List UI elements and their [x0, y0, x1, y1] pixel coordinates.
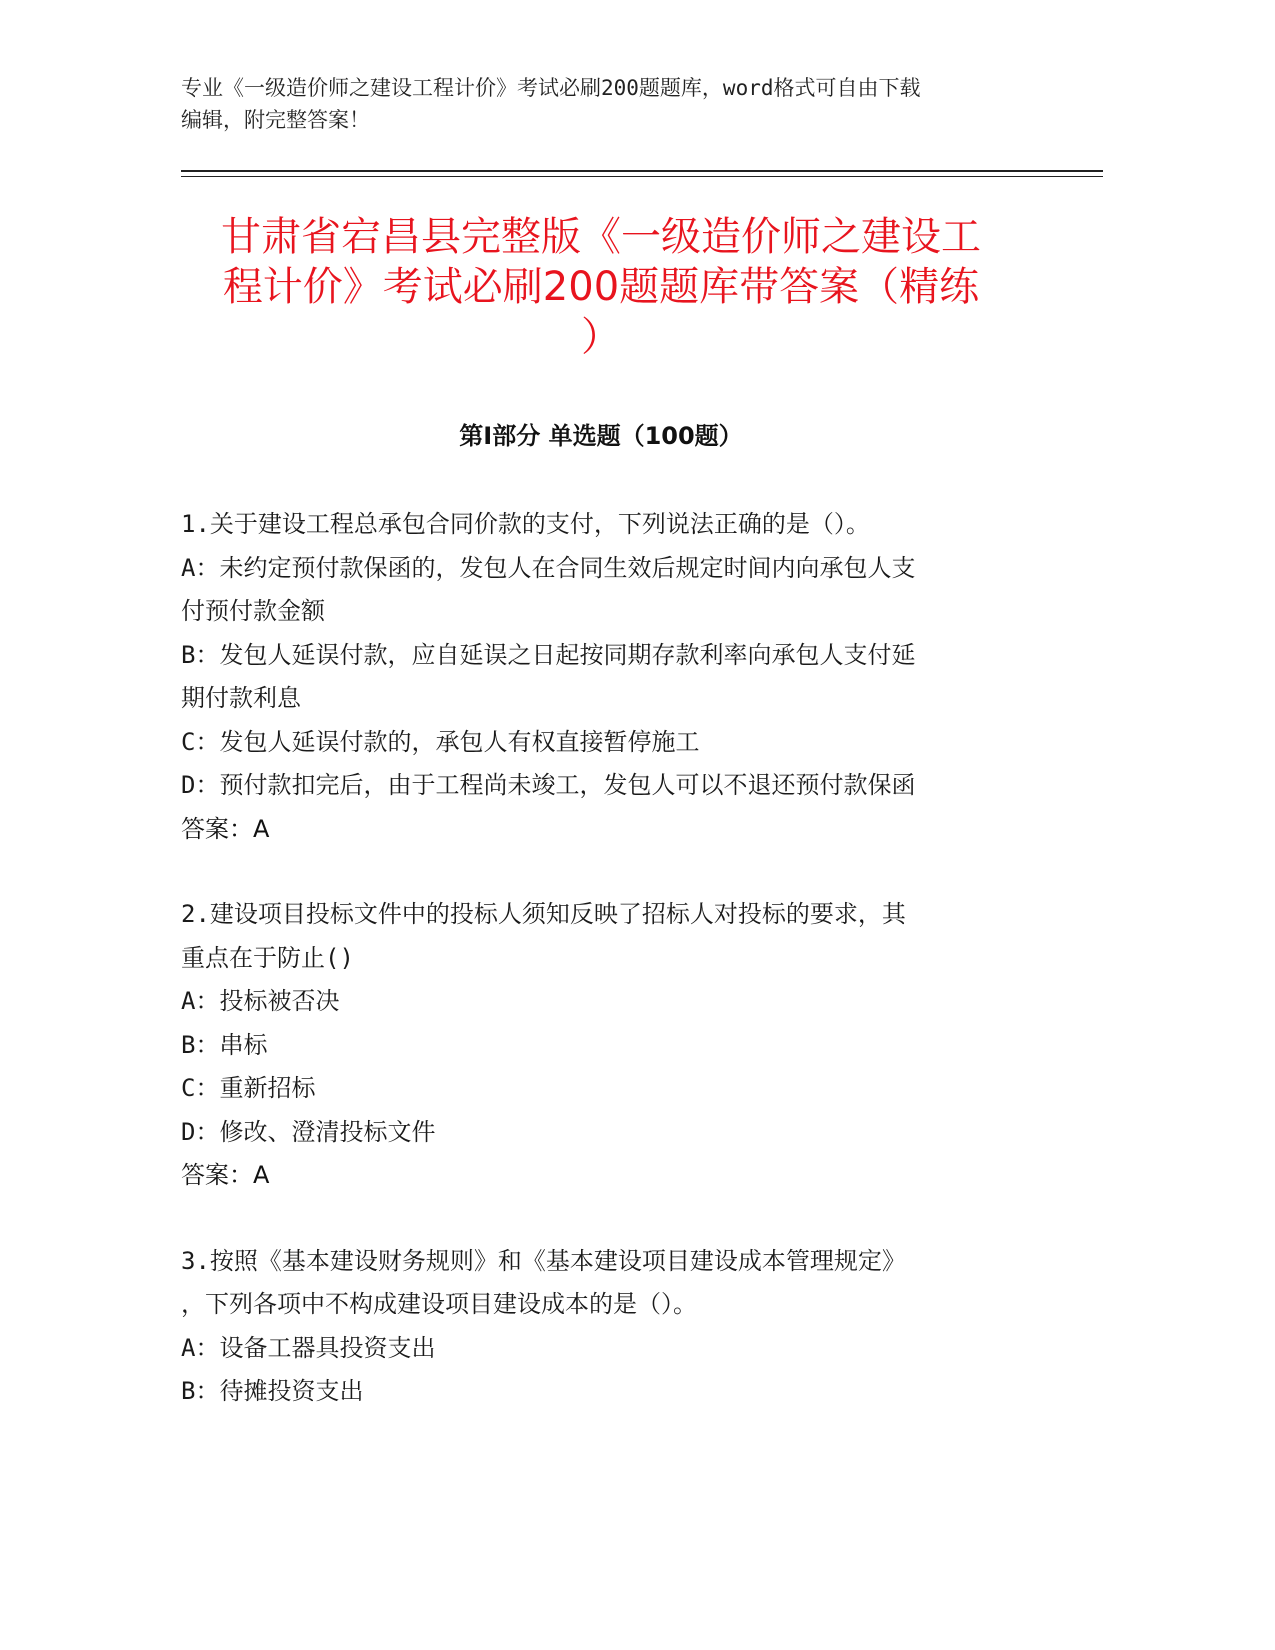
option-b: B：串标: [181, 1030, 268, 1059]
question-stem-continued: 重点在于防止(): [181, 943, 354, 972]
question-stem: 1.关于建设工程总承包合同价款的支付，下列说法正确的是（）。: [181, 510, 870, 538]
option-a-continued: 付预付款金额: [181, 597, 325, 625]
answer-label: 答案：A: [181, 1161, 270, 1189]
option-b-continued: 期付款利息: [181, 684, 301, 712]
option-a: A：设备工器具投资支出: [181, 1333, 436, 1362]
question-item: [181, 1240, 1031, 1414]
title-line: 甘肃省宕昌县完整版《一级造价师之建设工: [221, 214, 981, 260]
section-heading: 第I部分 单选题（100题）: [459, 422, 743, 450]
option-a: A：投标被否决: [181, 987, 340, 1015]
header-note-line: 编辑，附完整答案！: [181, 108, 370, 132]
option-d: D：预付款扣完后，由于工程尚未竣工，发包人可以不退还预付款保函: [181, 771, 916, 799]
option-d: D：修改、澄清投标文件: [181, 1117, 436, 1146]
question-list: [181, 503, 1031, 1456]
header-divider-thin: [181, 176, 1103, 177]
title-line: 程计价》考试必刷200题题库带答案（精练: [222, 264, 980, 310]
option-a: A：未约定预付款保函的，发包人在合同生效后规定时间内向承包人支: [181, 553, 916, 582]
header-note: [181, 72, 1061, 136]
document-title: [181, 212, 1021, 362]
answer-label: 答案：A: [181, 814, 270, 843]
option-c: C：发包人延误付款的，承包人有权直接暂停施工: [181, 727, 700, 756]
question-stem: 3.按照《基本建设财务规则》和《基本建设项目建设成本管理规定》: [181, 1246, 906, 1275]
question-stem: 2.建设项目投标文件中的投标人须知反映了招标人对投标的要求，其: [181, 900, 906, 928]
header-note-line: 专业《一级造价师之建设工程计价》考试必刷200题题库，word格式可自由下载: [181, 76, 921, 100]
option-b: B：待摊投资支出: [181, 1377, 364, 1405]
option-c: C：重新招标: [181, 1074, 316, 1102]
header-divider: [181, 170, 1103, 172]
question-stem-continued: ，下列各项中不构成建设项目建设成本的是（）。: [181, 1290, 697, 1318]
question-item: [181, 503, 1031, 851]
option-b: B：发包人延误付款，应自延误之日起按同期存款利率向承包人支付延: [181, 640, 916, 669]
question-item: [181, 893, 1031, 1198]
title-line: ）: [581, 314, 621, 360]
